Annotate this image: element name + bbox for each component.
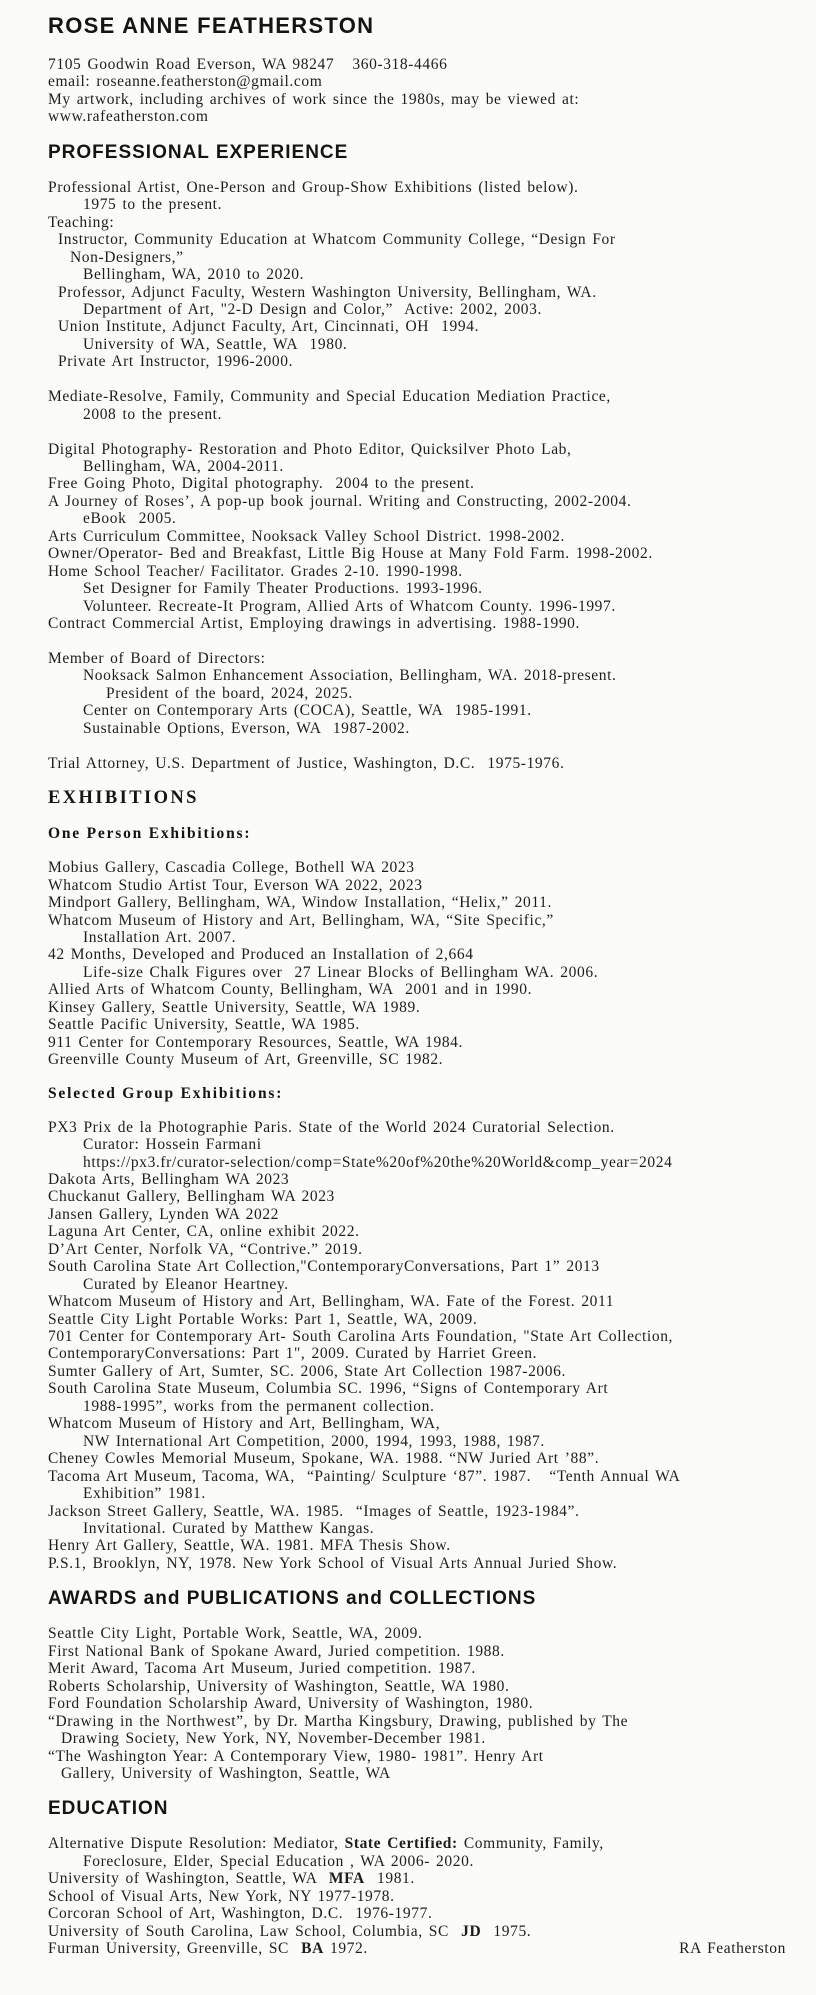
- text-span: Free Going Photo, Digital photography. 2004 to the present.: [48, 475, 475, 493]
- text-span: Jackson Street Gallery, Seattle, WA. 1985. “Images of Seattle, 1923-1984”.: [48, 1502, 580, 1520]
- text-line: [48, 1241, 786, 1258]
- text-line: [48, 580, 786, 597]
- text-span: PX3 Prix de la Photographie Paris. State of the World 2024 Curatorial Selection.: [48, 1118, 615, 1136]
- text-span: Bellingham, WA, 2010 to 2020.: [83, 266, 305, 284]
- text-line: [48, 1643, 786, 1660]
- text-line: [48, 1433, 786, 1450]
- text-line: [48, 1485, 786, 1502]
- text-span: Trial Attorney, U.S. Department of Justice, Washington, D.C. 1975-1976.: [48, 754, 565, 772]
- text-line: [48, 1923, 786, 1940]
- text-span: Mobius Gallery, Cascadia College, Bothell WA 2023: [48, 859, 415, 877]
- text-line: [48, 1398, 786, 1415]
- section-heading-awards: AWARDS and PUBLICATIONS and COLLECTIONS: [48, 1588, 537, 1610]
- text-line: [48, 598, 786, 615]
- text-span: Department of Art, "2-D Design and Color,” Active: 2002, 2003.: [83, 300, 542, 318]
- text-span: Whatcom Museum of History and Art, Bellingham, WA. Fate of the Forest. 2011: [48, 1293, 615, 1311]
- blank-line: [48, 737, 786, 754]
- text-line: [48, 1328, 786, 1345]
- text-span: Foreclosure, Elder, Special Education , WA 2006- 2020.: [83, 1852, 474, 1870]
- text-line: [48, 894, 786, 911]
- text-line: [48, 1380, 786, 1397]
- text-span: 701 Center for Contemporary Art- South Carolina Arts Foundation, "State Art Collection,: [48, 1328, 674, 1346]
- page-title: ROSE ANNE FEATHERSTON: [48, 13, 375, 38]
- text-span: Allied Arts of Whatcom County, Bellingham, WA 2001 and in 1990.: [48, 981, 533, 999]
- text-span: ContemporaryConversations: Part 1", 2009. Curated by Harriet Green.: [48, 1345, 538, 1363]
- text-line: [48, 179, 786, 196]
- education-lines: [48, 1835, 786, 1957]
- text-line: [48, 1730, 786, 1747]
- text-line: [48, 1853, 786, 1870]
- text-span: Seattle Pacific University, Seattle, WA 1985.: [48, 1016, 360, 1034]
- text-span: Private Art Instructor, 1996-2000.: [58, 353, 294, 371]
- text-line: [48, 1154, 786, 1171]
- text-span: “The Washington Year: A Contemporary View, 1980- 1981”. Henry Art: [48, 1747, 544, 1765]
- text-line: [48, 650, 786, 667]
- text-span: Curator: Hossein Farmani: [83, 1136, 262, 1154]
- text-span: Professional Artist, One-Person and Group-Show Exhibitions (listed below).: [48, 178, 579, 196]
- text-span: Whatcom Studio Artist Tour, Everson WA 2022, 2023: [48, 876, 423, 894]
- professional-experience-lines: [48, 179, 786, 772]
- text-span: Henry Art Gallery, Seattle, WA. 1981. MFA Thesis Show.: [48, 1537, 451, 1555]
- text-span: Installation Art. 2007.: [83, 928, 237, 946]
- text-span: 1972.: [323, 1940, 368, 1958]
- text-span: Tacoma Art Museum, Tacoma, WA, “Painting/ Sculpture ‘87”. 1987. “Tenth Annual WA: [48, 1467, 681, 1485]
- text-line: [48, 214, 786, 231]
- text-line: [48, 56, 786, 73]
- text-line: [48, 284, 786, 301]
- text-line: [48, 1223, 786, 1240]
- text-span: Merit Award, Tacoma Art Museum, Juried competition. 1987.: [48, 1660, 476, 1678]
- text-span: NW International Art Competition, 2000, 1994, 1993, 1988, 1987.: [83, 1432, 545, 1450]
- text-span: Jansen Gallery, Lynden WA 2022: [48, 1205, 280, 1223]
- text-line: [48, 755, 786, 772]
- text-line: [48, 912, 786, 929]
- text-span: 1975.: [481, 1922, 532, 1940]
- text-span: Set Designer for Family Theater Productions. 1993-1996.: [83, 580, 483, 598]
- text-span: School of Visual Arts, New York, NY 1977-1978.: [48, 1887, 395, 1905]
- text-span: President of the board, 2024, 2025.: [106, 684, 353, 702]
- text-line: [48, 353, 786, 370]
- text-line: [48, 1520, 786, 1537]
- text-line: [48, 441, 786, 458]
- text-span: Community, Family,: [457, 1835, 604, 1853]
- text-line: [48, 1363, 786, 1380]
- text-span: Non-Designers,”: [70, 248, 184, 266]
- text-span: Owner/Operator- Bed and Breakfast, Little Big House at Many Fold Farm. 1998-2002.: [48, 545, 653, 563]
- text-span: South Carolina State Art Collection,"ContemporaryConversations, Part 1” 2013: [48, 1258, 600, 1276]
- text-line: [48, 1748, 786, 1765]
- text-line: [48, 1206, 786, 1223]
- text-span: D’Art Center, Norfolk VA, “Contrive.” 2019.: [48, 1240, 363, 1258]
- text-line: [48, 1503, 786, 1520]
- text-line: [48, 964, 786, 981]
- text-line: [48, 1051, 786, 1068]
- text-span: Seattle City Light Portable Works: Part 1, Seattle, WA, 2009.: [48, 1310, 478, 1328]
- text-line: [48, 1625, 786, 1642]
- awards-lines: [48, 1625, 786, 1782]
- contact-block: [48, 56, 786, 126]
- text-span: University of WA, Seattle, WA 1980.: [83, 335, 348, 353]
- text-span: MFA: [328, 1870, 365, 1888]
- text-span: Whatcom Museum of History and Art, Bellingham, WA,: [48, 1415, 441, 1433]
- text-line: [48, 720, 786, 737]
- text-span: Cheney Cowles Memorial Museum, Spokane, WA. 1988. “NW Juried Art ’88”.: [48, 1450, 600, 1468]
- text-span: “Drawing in the Northwest”, by Dr. Martha Kingsbury, Drawing, published by The: [48, 1712, 629, 1730]
- text-line: [48, 563, 786, 580]
- text-span: Kinsey Gallery, Seattle University, Seattle, WA 1989.: [48, 998, 421, 1016]
- signature: RA Featherston: [679, 1940, 786, 1958]
- text-line: [48, 1345, 786, 1362]
- text-line: [48, 1136, 786, 1153]
- text-span: 42 Months, Developed and Produced an Installation of 2,664: [48, 946, 474, 964]
- text-span: Laguna Art Center, CA, online exhibit 2022.: [48, 1223, 360, 1241]
- text-span: 911 Center for Contemporary Resources, Seattle, WA 1984.: [48, 1033, 463, 1051]
- text-span: Corcoran School of Art, Washington, D.C. 1976-1977.: [48, 1905, 433, 1923]
- text-line: [48, 859, 786, 876]
- text-line: [48, 1940, 786, 1957]
- text-line: [48, 1119, 786, 1136]
- text-span: Whatcom Museum of History and Art, Bellingham, WA, “Site Specific,”: [48, 911, 554, 929]
- text-line: [48, 1450, 786, 1467]
- text-span: Union Institute, Adjunct Faculty, Art, Cincinnati, OH 1994.: [58, 318, 480, 336]
- text-span: Exhibition” 1981.: [83, 1485, 206, 1503]
- text-line: [48, 999, 786, 1016]
- text-span: Curated by Eleanor Heartney.: [83, 1275, 289, 1293]
- text-span: email: roseanne.featherston@gmail.com: [48, 73, 323, 91]
- text-line: [48, 981, 786, 998]
- text-line: [48, 667, 786, 684]
- text-line: [48, 1016, 786, 1033]
- text-span: First National Bank of Spokane Award, Juried competition. 1988.: [48, 1642, 505, 1660]
- blank-line: [48, 423, 786, 440]
- text-line: [48, 318, 786, 335]
- text-span: Sumter Gallery of Art, Sumter, SC. 2006, State Art Collection 1987-2006.: [48, 1362, 566, 1380]
- selected-group-exhibitions-lines: [48, 1119, 786, 1573]
- text-line: [48, 1468, 786, 1485]
- text-span: Invitational. Curated by Matthew Kangas.: [83, 1520, 375, 1538]
- text-span: eBook 2005.: [83, 510, 177, 528]
- text-span: Drawing Society, New York, NY, November-December 1981.: [61, 1730, 486, 1748]
- section-heading-education: EDUCATION: [48, 1798, 169, 1820]
- text-span: Roberts Scholarship, University of Washington, Seattle, WA 1980.: [48, 1677, 510, 1695]
- text-span: Mediate-Resolve, Family, Community and Special Education Mediation Practice,: [48, 388, 611, 406]
- text-line: [48, 493, 786, 510]
- text-span: University of Washington, Seattle, WA: [48, 1870, 329, 1888]
- text-span: Contract Commercial Artist, Employing drawings in advertising. 1988-1990.: [48, 615, 580, 633]
- text-span: 1981.: [364, 1870, 415, 1888]
- text-line: [48, 108, 786, 125]
- text-span: Furman University, Greenville, SC: [48, 1940, 302, 1958]
- subheading-one-person-exhibitions: One Person Exhibitions:: [48, 825, 252, 843]
- text-span: Dakota Arts, Bellingham WA 2023: [48, 1170, 290, 1188]
- text-line: [48, 929, 786, 946]
- text-span: Alternative Dispute Resolution: Mediator,: [48, 1835, 345, 1853]
- text-span: Instructor, Community Education at Whatcom Community College, “Design For: [58, 231, 616, 249]
- text-span: Ford Foundation Scholarship Award, University of Washington, 1980.: [48, 1695, 534, 1713]
- text-span: State Certified:: [344, 1835, 458, 1853]
- text-line: [48, 196, 786, 213]
- text-line: [48, 73, 786, 90]
- text-line: [48, 1660, 786, 1677]
- text-span: JD: [461, 1922, 482, 1940]
- text-span: Mindport Gallery, Bellingham, WA, Window Installation, “Helix,” 2011.: [48, 894, 552, 912]
- text-line: [48, 1555, 786, 1572]
- text-line: [48, 877, 786, 894]
- text-line: [48, 1678, 786, 1695]
- text-line: [48, 1695, 786, 1712]
- text-span: A Journey of Roses’, A pop-up book journal. Writing and Constructing, 2002-2004.: [48, 492, 632, 510]
- text-span: Digital Photography- Restoration and Photo Editor, Quicksilver Photo Lab,: [48, 440, 572, 458]
- text-span: Life-size Chalk Figures over 27 Linear Blocks of Bellingham WA. 2006.: [83, 963, 599, 981]
- text-span: 1975 to the present.: [83, 196, 223, 214]
- text-line: [48, 1905, 786, 1922]
- text-span: https://px3.fr/curator-selection/comp=State%20of%20the%20World&comp_year=2024: [83, 1153, 673, 1171]
- text-line: [48, 91, 786, 108]
- subheading-selected-group-exhibitions: Selected Group Exhibitions:: [48, 1084, 284, 1102]
- text-span: Center on Contemporary Arts (COCA), Seattle, WA 1985-1991.: [83, 702, 532, 720]
- text-line: [48, 1276, 786, 1293]
- text-line: [48, 388, 786, 405]
- text-span: Teaching:: [48, 213, 115, 231]
- text-line: [48, 301, 786, 318]
- text-span: Seattle City Light, Portable Work, Seattle, WA, 2009.: [48, 1625, 423, 1643]
- text-line: [48, 1171, 786, 1188]
- text-line: [48, 1188, 786, 1205]
- text-span: Sustainable Options, Everson, WA 1987-2002.: [83, 719, 410, 737]
- text-line: [48, 1034, 786, 1051]
- text-span: Chuckanut Gallery, Bellingham WA 2023: [48, 1188, 335, 1206]
- text-line: [48, 249, 786, 266]
- text-span: My artwork, including archives of work since the 1980s, may be viewed at:: [48, 90, 580, 108]
- text-line: [48, 266, 786, 283]
- text-line: [48, 1293, 786, 1310]
- text-span: www.rafeatherston.com: [48, 108, 209, 126]
- text-line: [48, 615, 786, 632]
- text-line: [48, 545, 786, 562]
- text-line: [48, 685, 786, 702]
- text-span: 7105 Goodwin Road Everson, WA 98247 360-318-4466: [48, 56, 448, 73]
- text-span: Greenville County Museum of Art, Greenville, SC 1982.: [48, 1051, 444, 1069]
- text-line: [48, 1765, 786, 1782]
- text-span: Volunteer. Recreate-It Program, Allied Arts of Whatcom County. 1996-1997.: [83, 597, 616, 615]
- text-line: [48, 510, 786, 527]
- text-span: Bellingham, WA, 2004-2011.: [83, 458, 284, 476]
- text-line: [48, 1888, 786, 1905]
- text-line: [48, 1311, 786, 1328]
- text-span: BA: [301, 1940, 324, 1958]
- text-line: [48, 406, 786, 423]
- text-line: [48, 1415, 786, 1432]
- text-line: [48, 1713, 786, 1730]
- text-line: [48, 1870, 786, 1887]
- blank-line: [48, 633, 786, 650]
- text-span: South Carolina State Museum, Columbia SC. 1996, “Signs of Contemporary Art: [48, 1380, 609, 1398]
- text-span: Member of Board of Directors:: [48, 650, 266, 667]
- text-line: [48, 336, 786, 353]
- text-line: [48, 528, 786, 545]
- text-span: University of South Carolina, Law School, Columbia, SC: [48, 1922, 462, 1940]
- text-line: [48, 1835, 786, 1852]
- text-line: [48, 702, 786, 719]
- text-line: [48, 1537, 786, 1554]
- text-line: [48, 231, 786, 248]
- text-line: [48, 1258, 786, 1275]
- text-line: [48, 475, 786, 492]
- text-span: Gallery, University of Washington, Seattle, WA: [61, 1765, 391, 1782]
- blank-line: [48, 371, 786, 388]
- text-line: [48, 458, 786, 475]
- text-line: [48, 946, 786, 963]
- one-person-exhibitions-lines: [48, 859, 786, 1068]
- section-heading-professional-experience: PROFESSIONAL EXPERIENCE: [48, 141, 349, 163]
- text-span: 1988-1995”, works from the permanent collection.: [83, 1397, 435, 1415]
- text-span: Professor, Adjunct Faculty, Western Washington University, Bellingham, WA.: [58, 283, 597, 301]
- section-heading-exhibitions: EXHIBITIONS: [48, 788, 199, 809]
- text-span: Home School Teacher/ Facilitator. Grades 2-10. 1990-1998.: [48, 562, 463, 580]
- text-span: Arts Curriculum Committee, Nooksack Valley School District. 1998-2002.: [48, 527, 565, 545]
- text-span: 2008 to the present.: [83, 405, 223, 423]
- text-span: P.S.1, Brooklyn, NY, 1978. New York School of Visual Arts Annual Juried Show.: [48, 1554, 618, 1572]
- text-span: Nooksack Salmon Enhancement Association, Bellingham, WA. 2018-present.: [83, 667, 617, 685]
